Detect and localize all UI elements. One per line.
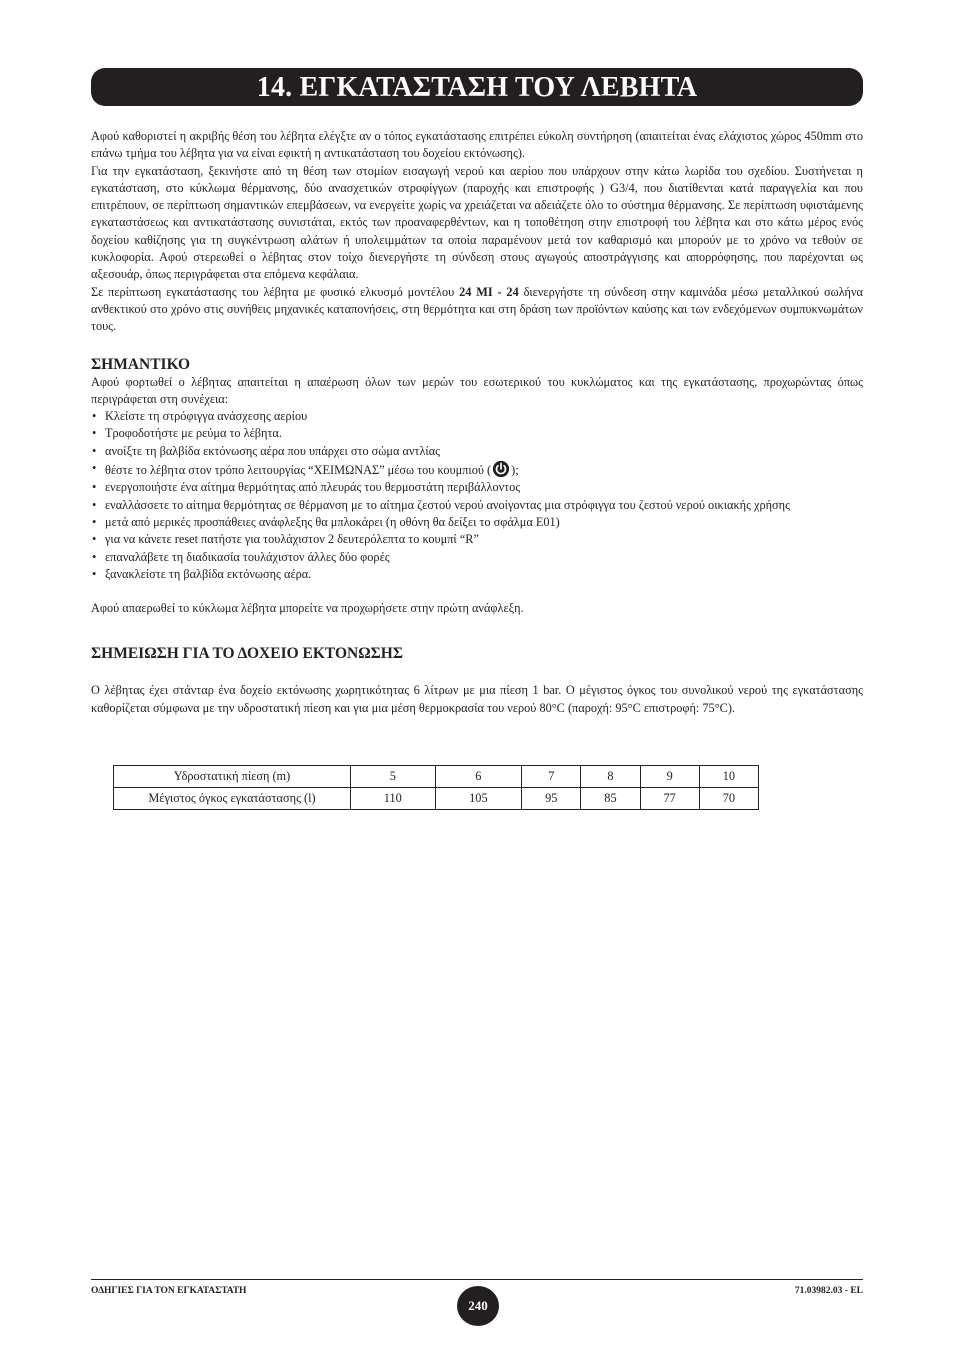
list-item: • για να κάνετε reset πατήστε για τουλάχιστον 2 δευτερόλεπτα το κουμπί “R” (91, 531, 863, 548)
intro-section (91, 128, 863, 336)
note-text: Ο λέβητας έχει στάνταρ ένα δοχείο εκτόνωσης χωρητικότητας 6 λίτρων με μια πίεση 1 bar. Ο μέγιστος όγκος του συνολικού νερού της εγκατάστασης καθορίζεται σύμφωνα με την υδροστατική πίεση και για μια μέση θερμοκρασία του νερού 80°C (παροχή: 95°C επιστροφή: 75°C). (91, 683, 863, 715)
intro-paragraph-3 (91, 284, 863, 336)
list-item: • Κλείστε τη στρόφιγγα ανάσχεσης αερίου (91, 408, 863, 425)
list-item (91, 460, 863, 479)
page-title: 14. ΕΓΚΑΤΑΣΤΑΣΗ ΤΟΥ ΛΕΒΗΤΑ (91, 68, 863, 106)
page-number: 240 (457, 1286, 499, 1326)
list-item-suffix: ); (511, 463, 519, 478)
table-cell: 9 (640, 766, 699, 788)
note-heading: ΣΗΜΕΙΩΣΗ ΓΙΑ ΤΟ ΔΟΧΕΙΟ ΕΚΤΟΝΩΣΗΣ (91, 645, 403, 663)
table-cell: Μέγιστος όγκος εγκατάστασης (l) (114, 788, 351, 810)
table-row (114, 766, 759, 788)
document-body (91, 128, 863, 717)
document-code: 71.03982.03 - EL (794, 1286, 863, 1296)
intro-p3-start: Σε περίπτωση εγκατάστασης του λέβητα με φυσικό ελκυσμό μοντέλου (91, 284, 460, 299)
list-item: • ανοίξτε τη βαλβίδα εκτόνωσης αέρα που υπάρχει στο σώμα αντλίας (91, 443, 863, 460)
expansion-volume-table (113, 765, 759, 810)
list-item-text: θέστε το λέβητα στον τρόπο λειτουργίας “ΧΕΙΜΩΝΑΣ” μέσω του κουμπιού ( (105, 463, 492, 478)
list-item: • μετά από μερικές προσπάθειες ανάφλεξης θα μπλοκάρει (η οθόνη θα δείξει το σφάλμα E01) (91, 514, 863, 531)
intro-paragraph-1: Αφού καθοριστεί η ακριβής θέση του λέβητα ελέγξτε αν ο τόπος εγκατάστασης επιτρέπει εύκολη συντήρηση (απαιτείται ένας ελάχιστος χώρος 450mm στο επάνω τμήμα του λέβητα για να είναι εφικτή η αντικατάσταση του δοχείου εκτόνωσης). (91, 129, 863, 161)
list-item: • Τροφοδοτήστε με ρεύμα το λέβητα. (91, 425, 863, 442)
after-list-text: Αφού απαερωθεί το κύκλωμα λέβητα μπορείτε να προχωρήσετε στην πρώτη ανάφλεξη. (91, 601, 524, 616)
table-cell: 8 (581, 766, 640, 788)
table-row (114, 788, 759, 810)
table-cell: 105 (435, 788, 522, 810)
table-cell: 6 (435, 766, 522, 788)
table-cell: 70 (699, 788, 758, 810)
list-item: • ξανακλείστε τη βαλβίδα εκτόνωσης αέρα. (91, 566, 863, 583)
intro-p3-end: διενεργήστε τη σύνδεση στην καμινάδα μέσω μεταλλικού σωλήνα ανθεκτικού στο χρόνο στις συνήθεις μηχανικές καταπονήσεις, στη θερμότητα και στη δράση των προϊόντων καύσης και των ενδεχόμενων συμπυκνωμάτων τους. (91, 284, 863, 334)
important-lead: Αφού φορτωθεί ο λέβητας απαιτείται η απαέρωση όλων των μερών του εσωτερικού του κυκλώματος και της εγκατάστασης, προχωρώντας όπως περιγράφεται στη συνέχεια: (91, 374, 863, 406)
table-cell: 5 (351, 766, 436, 788)
procedure-list (91, 408, 863, 583)
table-cell: Υδροστατική πίεση (m) (114, 766, 351, 788)
list-item: • εναλλάσσετε το αίτημα θερμότητας σε θέρμανση με το αίτημα ζεστού νερού ανοίγοντας μια στρόφιγγα του ζεστού νερού οικιακής χρήσης (91, 497, 863, 514)
table-cell: 10 (699, 766, 758, 788)
model-name: 24 MI - 24 (459, 284, 519, 299)
table-cell: 95 (522, 788, 581, 810)
list-item: • επαναλάβετε τη διαδικασία τουλάχιστον άλλες δύο φορές (91, 549, 863, 566)
table-cell: 7 (522, 766, 581, 788)
footer-divider (91, 1279, 863, 1280)
footer-section-title: ΟΔΗΓΙΕΣ ΓΙΑ ΤΟΝ ΕΓΚΑΤΑΣΤΑΤΗ (91, 1286, 247, 1296)
power-icon (492, 460, 510, 478)
table-cell: 77 (640, 788, 699, 810)
list-item: • ενεργοποιήστε ένα αίτημα θερμότητας από πλευράς του θερμοστάτη περιβάλλοντος (91, 479, 863, 496)
table-cell: 85 (581, 788, 640, 810)
table-cell: 110 (351, 788, 436, 810)
intro-paragraph-2: Για την εγκατάσταση, ξεκινήστε από τη θέση των στομίων εισαγωγή νερού και αερίου που υπάρχουν στην κάτω λωρίδα του σχεδίου. Συστήνεται η εγκατάσταση, στο κύκλωμα θέρμανσης, δύο ανασχετικών στροφίγγων (παροχής και επιστροφής ) G3/4, που διατίθενται κατά παραγγελία και που επιτρέπουν, σε περίπτωση σημαντικών επεμβάσεων, να ενεργείτε χωρίς να χρειάζεται να αδειάζετε όλο το σύστημα θέρμανσης. Σε περίπτωση υφιστάμενης εγκαταστάσεως και αντικατάστασης συνιστάται, εκτός των προαναφερθέντων, και η τοποθέτηση στην επιστροφή του λέβητα και στο κάτω μέρος ενός δοχείου καθίζησης για τη συγκέντρωση αλάτων ή υπολειμμάτων τα οποία παραμένουν μετά τον καθαρισμό και μπορούν με το χρόνο να τεθούν σε κυκλοφορία. Αφού στερεωθεί ο λέβητας στον τοίχο διενεργήστε τη σύνδεση στους αγωγούς αποστράγγισης και απορρόφησης, που παρέχονται ως αξεσουάρ, όπως περιγράφεται στα επόμενα κεφάλαια. (91, 163, 863, 282)
important-heading: ΣΗΜΑΝΤΙΚΟ (91, 355, 191, 373)
